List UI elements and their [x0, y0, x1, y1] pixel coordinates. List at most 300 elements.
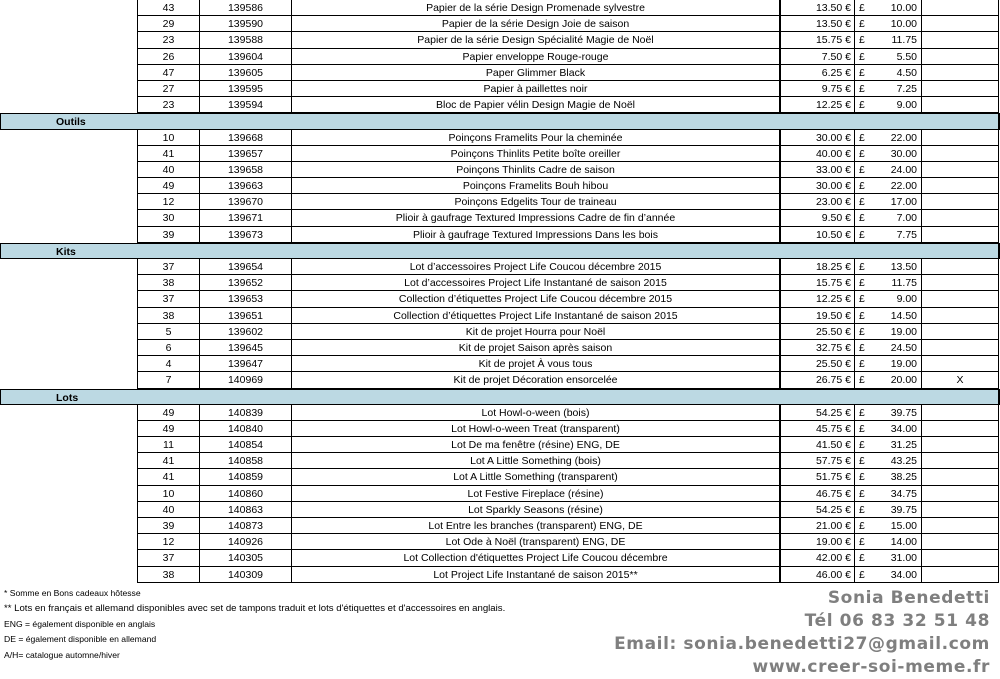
table-row: [0, 65, 1000, 81]
catalog-page-cell: 30: [137, 210, 199, 226]
catalog-page-cell: 49: [137, 178, 199, 194]
description-cell: Collection d’étiquettes Project Life Instantané de saison 2015: [291, 308, 779, 324]
reference-cell: 139670: [199, 194, 291, 210]
catalog-page-cell: 40: [137, 162, 199, 178]
reference-cell: 139594: [199, 97, 291, 113]
price-eur-cell: 19.00 €: [779, 534, 854, 550]
description-cell: Lot A Little Something (bois): [291, 453, 779, 469]
pound-symbol: £: [859, 552, 865, 565]
footnotes: [4, 586, 505, 663]
pound-symbol: £: [859, 196, 865, 209]
price-gbp-cell: [854, 97, 921, 113]
pound-symbol: £: [859, 163, 865, 176]
description-cell: Papier de la série Design Spécialité Magie de Noël: [291, 32, 779, 48]
price-gbp-amount: 15.00: [890, 520, 917, 532]
pound-symbol: £: [859, 455, 865, 468]
pound-symbol: £: [859, 180, 865, 193]
catalog-page-cell: 23: [137, 32, 199, 48]
reference-cell: 139586: [199, 0, 291, 16]
description-cell: Lot Ode à Noël (transparent) ENG, DE: [291, 534, 779, 550]
section-header: [0, 243, 1000, 259]
price-gbp-cell: [854, 421, 921, 437]
table-row: [0, 356, 1000, 372]
price-gbp-cell: [854, 437, 921, 453]
description-cell: Poinçons Thinlits Petite boîte oreiller: [291, 146, 779, 162]
reference-cell: 139663: [199, 178, 291, 194]
pound-symbol: £: [859, 536, 865, 549]
price-gbp-cell: [854, 32, 921, 48]
catalog-page-cell: 41: [137, 146, 199, 162]
description-cell: Lot Howl-o-ween (bois): [291, 405, 779, 421]
autumn-winter-flag-cell: [921, 356, 999, 372]
price-gbp-amount: 9.00: [896, 293, 917, 306]
autumn-winter-flag-cell: [921, 227, 999, 243]
price-gbp-amount: 5.50: [896, 50, 917, 63]
description-cell: Lot Howl-o-ween Treat (transparent): [291, 421, 779, 437]
contact-name: Sonia Benedetti: [827, 588, 990, 608]
price-gbp-cell: [854, 162, 921, 178]
catalog-page-cell: 49: [137, 421, 199, 437]
table-row: [0, 502, 1000, 518]
price-gbp-amount: 14.50: [890, 309, 917, 322]
autumn-winter-flag-cell: X: [921, 372, 999, 388]
catalog-page-cell: 23: [137, 97, 199, 113]
footnote-de: DE = également disponible en allemand: [4, 634, 157, 645]
price-gbp-cell: [854, 518, 921, 534]
table-row: [0, 162, 1000, 178]
table-row: [0, 469, 1000, 485]
pound-symbol: £: [859, 34, 865, 47]
price-gbp-amount: 38.25: [890, 471, 917, 484]
description-cell: Poinçons Thinlits Cadre de saison: [291, 162, 779, 178]
description-cell: Paper Glimmer Black: [291, 65, 779, 81]
price-eur-cell: 25.50 €: [779, 356, 854, 372]
footnote-hostess: * Somme en Bons cadeaux hôtesse: [4, 588, 141, 598]
price-gbp-amount: 4.50: [896, 66, 917, 79]
price-gbp-cell: [854, 291, 921, 307]
autumn-winter-flag-cell: [921, 32, 999, 48]
autumn-winter-flag-cell: [921, 567, 999, 583]
price-gbp-amount: 31.25: [890, 439, 917, 452]
section-title: Kits: [56, 245, 76, 258]
price-eur-cell: 19.50 €: [779, 308, 854, 324]
autumn-winter-flag-cell: [921, 49, 999, 65]
catalog-page-cell: 41: [137, 453, 199, 469]
description-cell: Collection d’étiquettes Project Life Coucou décembre 2015: [291, 291, 779, 307]
price-gbp-cell: [854, 453, 921, 469]
pound-symbol: £: [859, 82, 865, 95]
price-gbp-cell: [854, 259, 921, 275]
description-cell: Papier de la série Design Joie de saison: [291, 16, 779, 32]
pound-symbol: £: [859, 568, 865, 581]
reference-cell: 139657: [199, 146, 291, 162]
price-eur-cell: 12.25 €: [779, 97, 854, 113]
reference-cell: 139658: [199, 162, 291, 178]
catalog-page-cell: 4: [137, 356, 199, 372]
price-gbp-amount: 34.00: [890, 568, 917, 581]
price-eur-cell: 30.00 €: [779, 178, 854, 194]
price-eur-cell: 15.75 €: [779, 275, 854, 291]
table-row: [0, 567, 1000, 583]
contact-block: [614, 587, 990, 679]
autumn-winter-flag-cell: [921, 65, 999, 81]
autumn-winter-flag-cell: [921, 518, 999, 534]
reference-cell: 139653: [199, 291, 291, 307]
price-gbp-cell: [854, 275, 921, 291]
reference-cell: 140926: [199, 534, 291, 550]
price-gbp-amount: 11.75: [891, 277, 917, 290]
autumn-winter-flag-cell: [921, 291, 999, 307]
catalog-page-cell: 10: [137, 486, 199, 502]
table-row: [0, 405, 1000, 421]
footnote-ah: A/H= catalogue automne/hiver: [4, 649, 120, 660]
section-header: [0, 113, 1000, 129]
table-row: [0, 453, 1000, 469]
price-gbp-cell: [854, 372, 921, 388]
reference-cell: 140839: [199, 405, 291, 421]
reference-cell: 140309: [199, 567, 291, 583]
reference-cell: 139605: [199, 65, 291, 81]
price-gbp-cell: [854, 405, 921, 421]
price-eur-cell: 26.75 €: [779, 372, 854, 388]
reference-cell: 140860: [199, 486, 291, 502]
footnote-eng: ENG = également disponible en anglais: [4, 618, 156, 629]
reference-cell: 140863: [199, 502, 291, 518]
pound-symbol: £: [859, 131, 865, 144]
autumn-winter-flag-cell: [921, 259, 999, 275]
reference-cell: 140305: [199, 550, 291, 566]
price-eur-cell: 45.75 €: [779, 421, 854, 437]
pound-symbol: £: [859, 309, 865, 322]
table-row: [0, 146, 1000, 162]
price-eur-cell: 18.25 €: [779, 259, 854, 275]
reference-cell: 139647: [199, 356, 291, 372]
price-gbp-cell: [854, 502, 921, 518]
description-cell: Kit de projet Hourra pour Noël: [291, 324, 779, 340]
autumn-winter-flag-cell: [921, 486, 999, 502]
pound-symbol: £: [859, 503, 865, 516]
catalog-page-cell: 27: [137, 81, 199, 97]
description-cell: Kit de projet Décoration ensorcelée: [291, 372, 779, 388]
pound-symbol: £: [859, 2, 865, 14]
catalog-page-cell: 11: [137, 437, 199, 453]
price-gbp-cell: [854, 178, 921, 194]
description-cell: Kit de projet À vous tous: [291, 356, 779, 372]
price-eur-cell: 42.00 €: [779, 550, 854, 566]
table-row: [0, 340, 1000, 356]
catalog-page-cell: 40: [137, 502, 199, 518]
description-cell: Poinçons Framelits Pour la cheminée: [291, 130, 779, 146]
price-eur-cell: 23.00 €: [779, 194, 854, 210]
catalog-page-cell: 29: [137, 16, 199, 32]
autumn-winter-flag-cell: [921, 178, 999, 194]
price-gbp-amount: 7.75: [896, 228, 917, 241]
description-cell: Plioir à gaufrage Textured Impressions Dans les bois: [291, 227, 779, 243]
price-eur-cell: 46.75 €: [779, 486, 854, 502]
price-eur-cell: 6.25 €: [779, 65, 854, 81]
price-gbp-amount: 22.00: [890, 131, 917, 144]
autumn-winter-flag-cell: [921, 453, 999, 469]
price-gbp-amount: 20.00: [890, 374, 917, 387]
table-row: [0, 178, 1000, 194]
table-row: [0, 49, 1000, 65]
reference-cell: 139645: [199, 340, 291, 356]
table-row: [0, 437, 1000, 453]
price-gbp-cell: [854, 16, 921, 32]
price-eur-cell: 9.75 €: [779, 81, 854, 97]
price-gbp-amount: 34.00: [890, 422, 917, 435]
price-gbp-cell: [854, 567, 921, 583]
table-row: [0, 259, 1000, 275]
price-gbp-amount: 22.00: [890, 180, 917, 193]
pound-symbol: £: [859, 439, 865, 452]
description-cell: Lot A Little Something (transparent): [291, 469, 779, 485]
price-eur-cell: 30.00 €: [779, 130, 854, 146]
catalog-page-cell: 7: [137, 372, 199, 388]
price-gbp-amount: 24.00: [890, 163, 917, 176]
reference-cell: 139654: [199, 259, 291, 275]
section-header: [0, 389, 1000, 405]
catalog-page-cell: 38: [137, 275, 199, 291]
price-eur-cell: 51.75 €: [779, 469, 854, 485]
price-eur-cell: 13.50 €: [779, 0, 854, 16]
autumn-winter-flag-cell: [921, 194, 999, 210]
price-eur-cell: 9.50 €: [779, 210, 854, 226]
table-row: [0, 81, 1000, 97]
price-gbp-cell: [854, 146, 921, 162]
pound-symbol: £: [859, 325, 865, 338]
price-eur-cell: 13.50 €: [779, 16, 854, 32]
reference-cell: 139671: [199, 210, 291, 226]
description-cell: Bloc de Papier vélin Design Magie de Noël: [291, 97, 779, 113]
section-title: Outils: [56, 116, 86, 129]
catalog-page-cell: 49: [137, 405, 199, 421]
description-cell: Plioir à gaufrage Textured Impressions Cadre de fin d’année: [291, 210, 779, 226]
pound-symbol: £: [859, 147, 865, 160]
autumn-winter-flag-cell: [921, 210, 999, 226]
autumn-winter-flag-cell: [921, 0, 999, 16]
price-gbp-cell: [854, 324, 921, 340]
autumn-winter-flag-cell: [921, 340, 999, 356]
pound-symbol: £: [859, 374, 865, 387]
price-eur-cell: 10.50 €: [779, 227, 854, 243]
table-row: [0, 518, 1000, 534]
pound-symbol: £: [859, 520, 865, 532]
autumn-winter-flag-cell: [921, 162, 999, 178]
price-gbp-amount: 10.00: [890, 2, 917, 14]
pound-symbol: £: [859, 358, 865, 371]
autumn-winter-flag-cell: [921, 534, 999, 550]
description-cell: Papier enveloppe Rouge-rouge: [291, 49, 779, 65]
reference-cell: 140873: [199, 518, 291, 534]
price-gbp-amount: 7.00: [896, 212, 917, 225]
description-cell: Kit de projet Saison après saison: [291, 340, 779, 356]
price-gbp-amount: 39.75: [890, 503, 917, 516]
table-row: [0, 194, 1000, 210]
footnote-lots-languages: ** Lots en français et allemand disponibles avec set de tampons traduit et lots d'étiquettes et d'accessoires en anglais.: [4, 603, 506, 615]
autumn-winter-flag-cell: [921, 405, 999, 421]
reference-cell: 140859: [199, 469, 291, 485]
price-gbp-amount: 19.00: [890, 358, 917, 371]
price-gbp-cell: [854, 227, 921, 243]
catalog-page-cell: 41: [137, 469, 199, 485]
description-cell: Papier à paillettes noir: [291, 81, 779, 97]
pound-symbol: £: [859, 471, 865, 484]
table-row: [0, 291, 1000, 307]
price-eur-cell: 33.00 €: [779, 162, 854, 178]
pound-symbol: £: [859, 406, 865, 419]
autumn-winter-flag-cell: [921, 469, 999, 485]
pound-symbol: £: [859, 50, 865, 63]
autumn-winter-flag-cell: [921, 324, 999, 340]
table-row: [0, 97, 1000, 113]
reference-cell: 139652: [199, 275, 291, 291]
price-gbp-amount: 17.00: [890, 196, 917, 209]
reference-cell: 139595: [199, 81, 291, 97]
price-gbp-amount: 31.00: [890, 552, 917, 565]
pound-symbol: £: [859, 277, 865, 290]
price-gbp-cell: [854, 194, 921, 210]
price-eur-cell: 15.75 €: [779, 32, 854, 48]
price-gbp-cell: [854, 469, 921, 485]
catalog-page-cell: 37: [137, 550, 199, 566]
table-row: [0, 227, 1000, 243]
price-gbp-amount: 7.25: [896, 82, 917, 95]
section-title: Lots: [56, 391, 79, 404]
pound-symbol: £: [859, 18, 865, 31]
autumn-winter-flag-cell: [921, 146, 999, 162]
description-cell: Lot Project Life Instantané de saison 2015**: [291, 567, 779, 583]
table-row: [0, 550, 1000, 566]
reference-cell: 140840: [199, 421, 291, 437]
price-gbp-amount: 30.00: [890, 147, 917, 160]
table-row: [0, 32, 1000, 48]
price-eur-cell: 54.25 €: [779, 502, 854, 518]
pound-symbol: £: [859, 487, 865, 500]
price-gbp-amount: 14.00: [890, 536, 917, 549]
reference-cell: 139673: [199, 227, 291, 243]
catalog-page-cell: 6: [137, 340, 199, 356]
price-gbp-amount: 39.75: [890, 406, 917, 419]
price-eur-cell: 12.25 €: [779, 291, 854, 307]
price-eur-cell: 40.00 €: [779, 146, 854, 162]
table-row: [0, 210, 1000, 226]
table-row: [0, 534, 1000, 550]
description-cell: Lot De ma fenêtre (résine) ENG, DE: [291, 437, 779, 453]
description-cell: Poinçons Framelits Bouh hibou: [291, 178, 779, 194]
table-row: [0, 372, 1000, 388]
price-eur-cell: 32.75 €: [779, 340, 854, 356]
catalog-page-cell: 39: [137, 518, 199, 534]
catalog-page-cell: 37: [137, 291, 199, 307]
table-row: [0, 16, 1000, 32]
price-gbp-cell: [854, 0, 921, 16]
catalog-page-cell: 43: [137, 0, 199, 16]
catalog-page-cell: 39: [137, 227, 199, 243]
price-gbp-cell: [854, 49, 921, 65]
description-cell: Poinçons Edgelits Tour de traineau: [291, 194, 779, 210]
reference-cell: 139668: [199, 130, 291, 146]
contact-phone: Tél 06 83 32 51 48: [804, 611, 990, 631]
table-row: [0, 130, 1000, 146]
autumn-winter-flag-cell: [921, 421, 999, 437]
autumn-winter-flag-cell: [921, 130, 999, 146]
price-gbp-amount: 10.00: [890, 18, 917, 31]
description-cell: Lot Sparkly Seasons (résine): [291, 502, 779, 518]
price-gbp-cell: [854, 356, 921, 372]
table-row: [0, 308, 1000, 324]
autumn-winter-flag-cell: [921, 437, 999, 453]
price-gbp-cell: [854, 210, 921, 226]
pound-symbol: £: [859, 99, 865, 112]
pound-symbol: £: [859, 293, 865, 306]
autumn-winter-flag-cell: [921, 16, 999, 32]
description-cell: Lot Entre les branches (transparent) ENG, DE: [291, 518, 779, 534]
price-gbp-amount: 34.75: [890, 487, 917, 500]
table-row: [0, 486, 1000, 502]
price-gbp-cell: [854, 65, 921, 81]
price-gbp-amount: 13.50: [890, 261, 917, 273]
description-cell: Lot d’accessoires Project Life Instantané de saison 2015: [291, 275, 779, 291]
description-cell: Lot Collection d'étiquettes Project Life Coucou décembre: [291, 550, 779, 566]
price-gbp-cell: [854, 81, 921, 97]
price-gbp-cell: [854, 486, 921, 502]
description-cell: Lot d’accessoires Project Life Coucou décembre 2015: [291, 259, 779, 275]
price-gbp-amount: 19.00: [890, 325, 917, 338]
pound-symbol: £: [859, 212, 865, 225]
price-eur-cell: 25.50 €: [779, 324, 854, 340]
reference-cell: 139602: [199, 324, 291, 340]
price-gbp-amount: 9.00: [896, 99, 917, 112]
catalog-page-cell: 5: [137, 324, 199, 340]
reference-cell: 139588: [199, 32, 291, 48]
price-eur-cell: 21.00 €: [779, 518, 854, 534]
reference-cell: 139651: [199, 308, 291, 324]
pound-symbol: £: [859, 66, 865, 79]
catalog-page-cell: 26: [137, 49, 199, 65]
table-row: [0, 324, 1000, 340]
reference-cell: 139590: [199, 16, 291, 32]
price-eur-cell: 46.00 €: [779, 567, 854, 583]
reference-cell: 140854: [199, 437, 291, 453]
reference-cell: 139604: [199, 49, 291, 65]
autumn-winter-flag-cell: [921, 81, 999, 97]
catalog-page-cell: 37: [137, 259, 199, 275]
autumn-winter-flag-cell: [921, 550, 999, 566]
autumn-winter-flag-cell: [921, 502, 999, 518]
price-gbp-cell: [854, 308, 921, 324]
pound-symbol: £: [859, 261, 865, 273]
price-gbp-amount: 11.75: [891, 34, 917, 47]
price-gbp-cell: [854, 550, 921, 566]
contact-website: www.creer-soi-meme.fr: [752, 657, 990, 677]
autumn-winter-flag-cell: [921, 97, 999, 113]
price-gbp-amount: 24.50: [890, 341, 917, 354]
price-eur-cell: 54.25 €: [779, 405, 854, 421]
description-cell: Lot Festive Fireplace (résine): [291, 486, 779, 502]
autumn-winter-flag-cell: [921, 275, 999, 291]
price-eur-cell: 7.50 €: [779, 49, 854, 65]
reference-cell: 140969: [199, 372, 291, 388]
price-gbp-amount: 43.25: [890, 455, 917, 468]
table-row: [0, 0, 1000, 16]
catalog-page-cell: 12: [137, 194, 199, 210]
catalog-page-cell: 10: [137, 130, 199, 146]
catalog-page-cell: 47: [137, 65, 199, 81]
autumn-winter-flag-cell: [921, 308, 999, 324]
pound-symbol: £: [859, 228, 865, 241]
description-cell: Papier de la série Design Promenade sylvestre: [291, 0, 779, 16]
